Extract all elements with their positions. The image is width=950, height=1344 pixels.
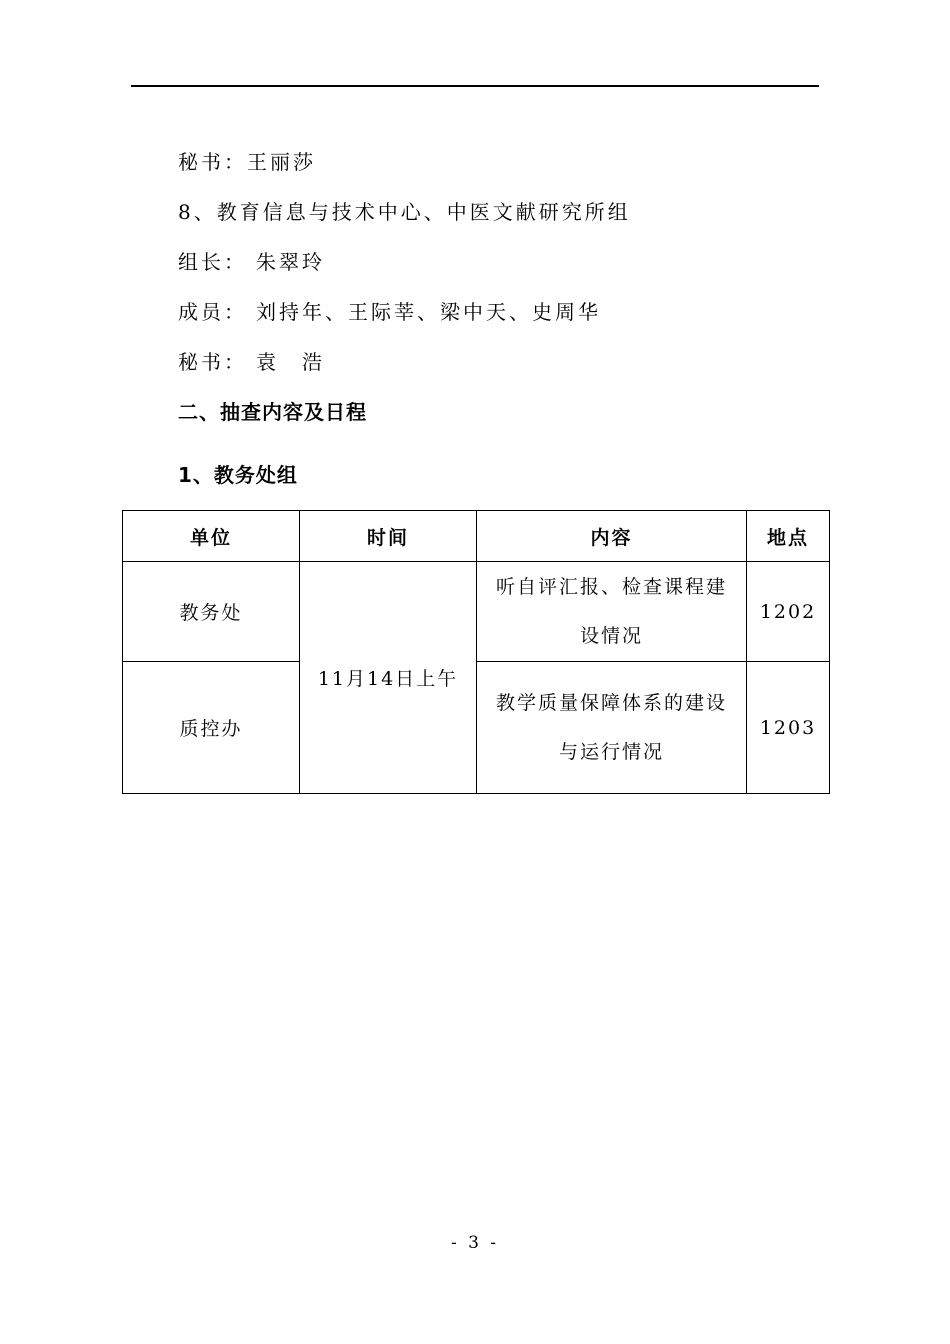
header-content: 内容 xyxy=(477,511,747,562)
unit-cell: 教务处 xyxy=(123,562,300,662)
content-cell: 听自评汇报、检查课程建设情况 xyxy=(477,562,747,662)
subsection-title: 1、教务处组 xyxy=(178,463,298,487)
members-names: 刘持年、王际莘、梁中天、史周华 xyxy=(256,300,601,324)
leader-label: 组长： xyxy=(178,250,247,274)
page-number: - 3 - xyxy=(450,1233,500,1253)
group8-title: 8、教育信息与技术中心、中医文献研究所组 xyxy=(178,200,631,224)
location-cell: 1202 xyxy=(747,562,830,662)
schedule-table xyxy=(122,510,830,794)
header-time: 时间 xyxy=(300,511,477,562)
leader-name: 朱翠玲 xyxy=(256,250,325,274)
secretary-label: 秘书： xyxy=(178,350,247,374)
header-rule xyxy=(131,85,819,87)
secretary-name: 袁 浩 xyxy=(256,350,325,374)
members-label: 成员： xyxy=(178,300,247,324)
table-header-row xyxy=(123,511,830,562)
secretary-line: 秘书：王丽莎 xyxy=(178,150,316,174)
content-cell: 教学质量保障体系的建设与运行情况 xyxy=(477,662,747,794)
header-location: 地点 xyxy=(747,511,830,562)
location-cell: 1203 xyxy=(747,662,830,794)
secretary-line-2 xyxy=(178,350,325,374)
time-cell: 11月14日上午 xyxy=(300,562,477,794)
members-line xyxy=(178,300,601,324)
section-title: 二、抽查内容及日程 xyxy=(178,400,367,424)
unit-cell: 质控办 xyxy=(123,662,300,794)
table-row xyxy=(123,662,830,794)
header-unit: 单位 xyxy=(123,511,300,562)
leader-line xyxy=(178,250,325,274)
table-row xyxy=(123,562,830,662)
